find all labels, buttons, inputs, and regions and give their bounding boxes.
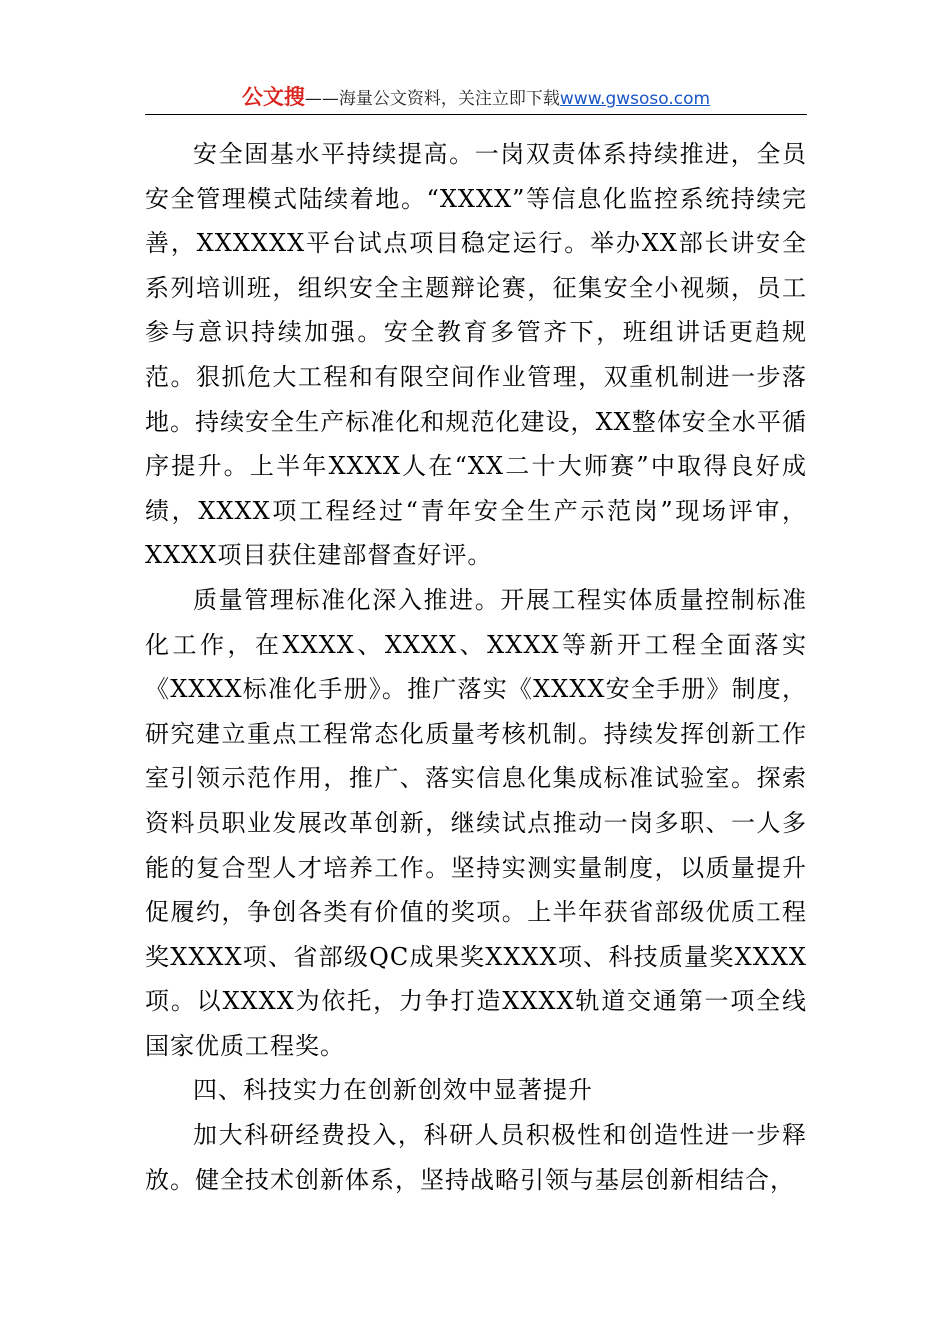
website-link[interactable]: www.gwsoso.com bbox=[559, 89, 711, 109]
paragraph-safety: 安全固基水平持续提高。一岗双责体系持续推进，全员安全管理模式陆续着地。“XXXX”等信息化监控系统持续完善，XXXXXX平台试点项目稳定运行。举办XX部长讲安全系列培训班，组织安全主题辩论赛，征集安全小视频，员工参与意识持续加强。安全教育多管齐下，班组讲话更趋规范。狠抓危大工程和有限空间作业管理，双重机制进一步落地。持续安全生产标准化和规范化建设，XX整体安全水平循序提升。上半年XXXX人在“XX二十大师赛”中取得良好成绩，XXXX项工程经过“青年安全生产示范岗”现场评审，XXXX项目获住建部督查好评。 bbox=[145, 140, 807, 570]
paragraph-quality: 质量管理标准化深入推进。开展工程实体质量控制标准化工作，在XXXX、XXXX、XXXX等新开工程全面落实《XXXX标准化手册》。推广落实《XXXX安全手册》制度，研究建立重点工程常态化质量考核机制。持续发挥创新工作室引领示范作用，推广、落实信息化集成标准试验室。探索资料员职业发展改革创新，继续试点推动一岗多职、一人多能的复合型人才培养工作。坚持实测实量制度，以质量提升促履约，争创各类有价值的奖项。上半年获省部级优质工程奖XXXX项、省部级QC成果奖XXXX项、科技质量奖XXXX项。以XXXX为依托，力争打造XXXX轨道交通第一项全线国家优质工程奖。 bbox=[145, 585, 807, 1060]
page-header bbox=[145, 82, 807, 112]
document-body bbox=[145, 132, 807, 1202]
header-tagline: ——海量公文资料，关注立即下载 bbox=[304, 89, 560, 109]
paragraph-technology: 加大科研经费投入，科研人员积极性和创造性进一步释放。健全技术创新体系，坚持战略引领与基层创新相结合， bbox=[145, 1121, 807, 1194]
header-divider bbox=[145, 114, 807, 115]
brand-logo-text: 公文搜 bbox=[241, 85, 305, 109]
section-heading: 四、科技实力在创新创效中显著提升 bbox=[193, 1076, 593, 1105]
